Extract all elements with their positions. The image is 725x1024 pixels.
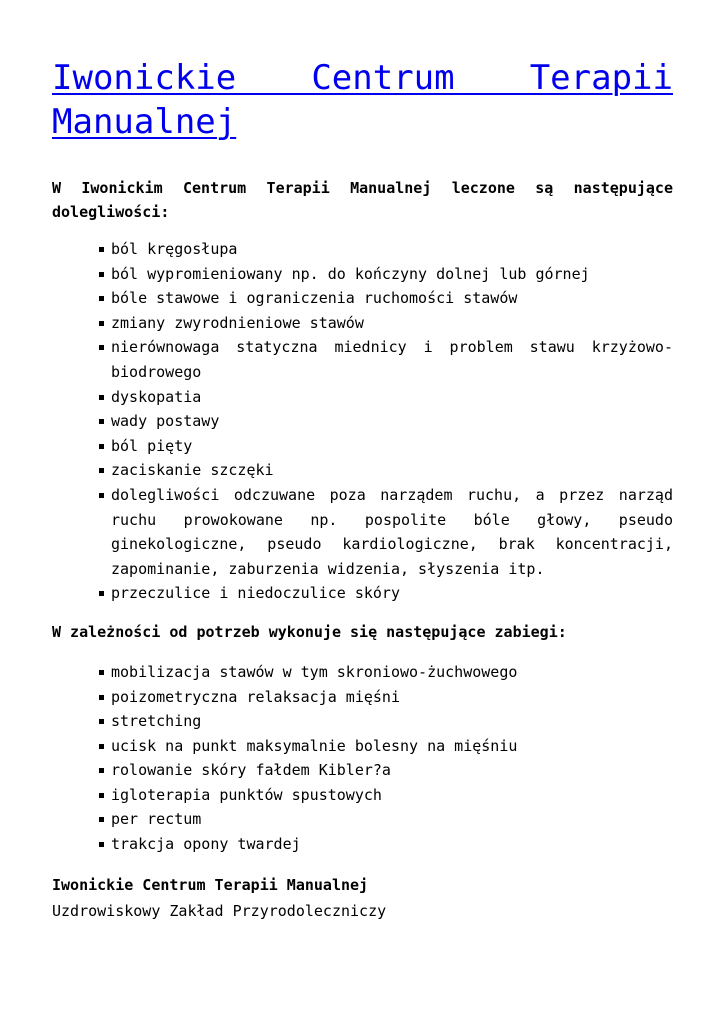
procedures-intro: W zależności od potrzeb wykonuje się następujące zabiegi: — [52, 622, 567, 641]
bullet-icon — [99, 719, 104, 724]
list-item: poizometryczna relaksacja mięśni — [111, 685, 673, 710]
bullet-icon — [99, 321, 104, 326]
bullet-icon — [99, 744, 104, 749]
list-item: dolegliwości odczuwane poza narządem ruchu, a przez narząd ruchu prowokowane np. pospolite bóle głowy, pseudo ginekologiczne, pseudo kardiologiczne, brak koncentracji, zapominanie, zaburzenia widzenia, słyszenia itp. — [111, 483, 673, 581]
document-page — [52, 56, 673, 923]
bullet-icon — [99, 493, 104, 498]
bullet-icon — [99, 345, 104, 350]
bullet-icon — [99, 296, 104, 301]
list-item: mobilizacja stawów w tym skroniowo-żuchwowego — [111, 660, 673, 685]
list-item: igloterapia punktów spustowych — [111, 783, 673, 808]
list-item: stretching — [111, 709, 673, 734]
list-item: dyskopatia — [111, 385, 673, 410]
bullet-icon — [99, 695, 104, 700]
bullet-icon — [99, 419, 104, 424]
bullet-icon — [99, 444, 104, 449]
bullet-icon — [99, 395, 104, 400]
page-title — [52, 56, 673, 144]
bullet-icon — [99, 247, 104, 252]
title-link[interactable]: Iwonickie Centrum Terapii Manualnej — [52, 58, 673, 142]
list-item: ucisk na punkt maksymalnie bolesny na mięśniu — [111, 734, 673, 759]
bullet-icon — [99, 793, 104, 798]
list-item: ból wypromieniowany np. do kończyny dolnej lub górnej — [111, 262, 673, 287]
list-item: bóle stawowe i ograniczenia ruchomości stawów — [111, 286, 673, 311]
list-item: przeczulice i niedoczulice skóry — [111, 581, 673, 606]
bullet-icon — [99, 817, 104, 822]
bullet-icon — [99, 842, 104, 847]
list-item: zmiany zwyrodnieniowe stawów — [111, 311, 673, 336]
footer-name: Iwonickie Centrum Terapii Manualnej — [52, 875, 369, 894]
bullet-icon — [99, 670, 104, 675]
bullet-icon — [99, 591, 104, 596]
bullet-icon — [99, 768, 104, 773]
list-item: rolowanie skóry fałdem Kibler?a — [111, 758, 673, 783]
bullet-icon — [99, 468, 104, 473]
list-item: nierównowaga statyczna miednicy i problem stawu krzyżowo-biodrowego — [111, 335, 673, 384]
list-item: per rectum — [111, 807, 673, 832]
list-item: ból pięty — [111, 434, 673, 459]
list-item: ból kręgosłupa — [111, 237, 673, 262]
footer-subtitle: Uzdrowiskowy Zakład Przyrodoleczniczy — [52, 901, 387, 920]
procedures-list — [52, 660, 673, 857]
ailments-list — [52, 237, 673, 606]
list-item: zaciskanie szczęki — [111, 458, 673, 483]
ailments-intro: W Iwonickim Centrum Terapii Manualnej leczone są następujące dolegliwości: — [52, 179, 673, 221]
list-item: trakcja opony twardej — [111, 832, 673, 857]
list-item: wady postawy — [111, 409, 673, 434]
bullet-icon — [99, 272, 104, 277]
